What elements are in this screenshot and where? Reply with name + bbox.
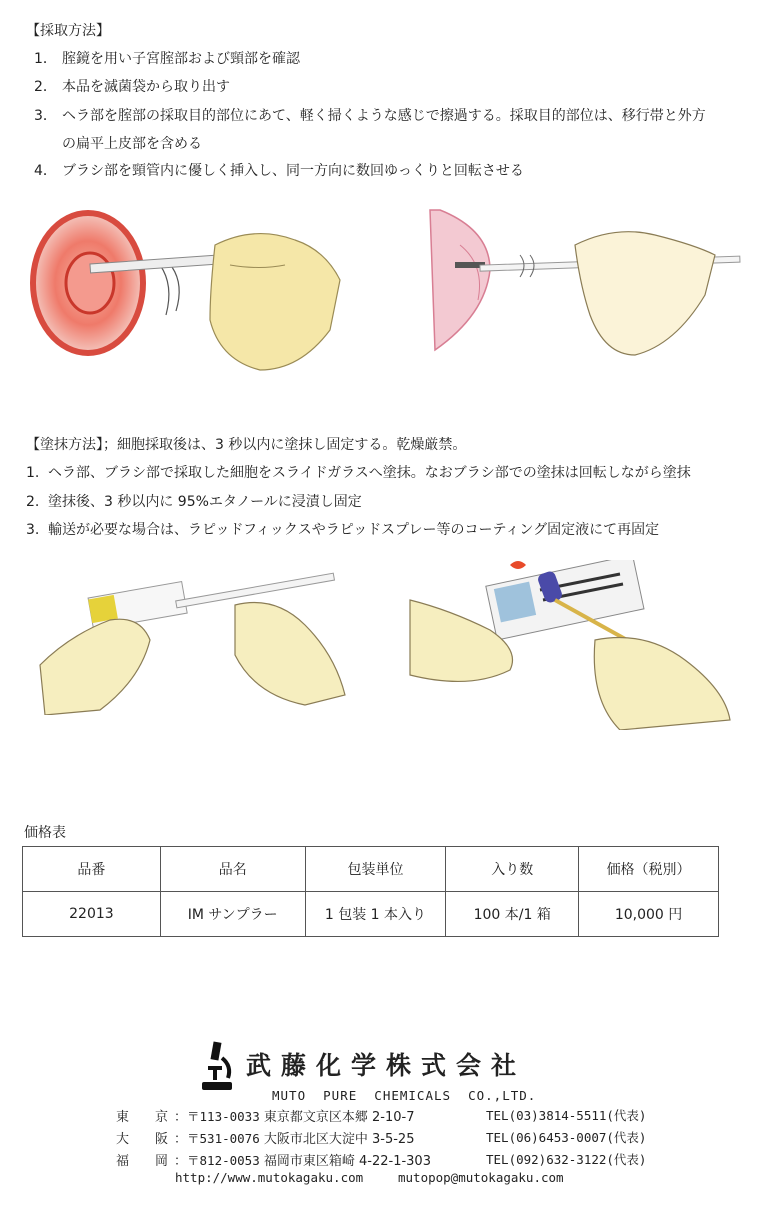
sampling-step-3-continued: の扁平上皮部を含める: [62, 136, 202, 152]
office-tokyo: 東 京 ：〒113-0033 東京都文京区本郷 2-10-7 TEL(03)3814-5511(代表): [116, 1108, 647, 1125]
header-price: 価格（税別）: [579, 847, 719, 892]
sampling-step-4: 4． ブラシ部を頸管内に優しく挿入し、同一方向に数回ゆっくりと回転させる: [34, 163, 524, 179]
price-table-label: 価格表: [24, 825, 66, 841]
price-table: [22, 846, 719, 937]
cell-product-name: IM サンプラー: [160, 892, 305, 937]
microscope-icon: [200, 1040, 236, 1092]
company-email-link[interactable]: mutopop@mutokagaku.com: [398, 1170, 564, 1185]
smear-method-title: 【塗抹方法】；細胞採取後は、3 秒以内に塗抹し固定する。乾燥厳禁。: [26, 437, 467, 453]
brush-smear-illustration: [405, 560, 745, 730]
brush-sampling-illustration: [420, 205, 750, 385]
table-header-row: [23, 847, 719, 892]
header-quantity: 入り数: [446, 847, 579, 892]
cell-price: 10,000 円: [579, 892, 719, 937]
sampling-method-title: 【採取方法】: [26, 23, 110, 39]
company-name-en: MUTO PURE CHEMICALS CO.,LTD.: [272, 1088, 537, 1103]
header-product-number: 品番: [23, 847, 161, 892]
company-website-link[interactable]: http://www.mutokagaku.com: [175, 1170, 364, 1185]
smear-step-3: 3. 輸送が必要な場合は、ラピッドフィックスやラピッドスプレー等のコーティング固定液にて再固定: [26, 522, 660, 538]
smear-step-1: 1. ヘラ部、ブラシ部で採取した細胞をスライドガラスへ塗抹。なおブラシ部での塗抹は回転しながら塗抹: [26, 465, 691, 481]
cell-quantity: 100 本/1 箱: [446, 892, 579, 937]
cell-product-number: 22013: [23, 892, 161, 937]
sampling-step-3: 3． ヘラ部を腟部の採取目的部位にあて、軽く掃くような感じで擦過する。採取目的部位は、移行帯と外方: [34, 108, 706, 124]
company-name-ja: 武藤化学株式会社: [246, 1051, 527, 1080]
sampling-step-2: 2． 本品を滅菌袋から取り出す: [34, 79, 230, 95]
office-fukuoka: 福 岡 ：〒812-0053 福岡市東区箱崎 4-22-1-303 TEL(092)632-3122(代表): [116, 1152, 647, 1169]
spatula-smear-illustration: [35, 565, 355, 715]
table-row: [23, 892, 719, 937]
office-osaka: 大 阪 ：〒531-0076 大阪市北区大淀中 3-5-25 TEL(06)6453-0007(代表): [116, 1130, 647, 1147]
header-package-unit: 包装単位: [305, 847, 446, 892]
spatula-sampling-illustration: [30, 205, 370, 385]
header-product-name: 品名: [160, 847, 305, 892]
sampling-step-1: 1． 腟鏡を用い子宮腟部および頸部を確認: [34, 51, 300, 67]
cell-package-unit: 1 包装 1 本入り: [305, 892, 446, 937]
smear-step-2: 2. 塗抹後、3 秒以内に 95%エタノールに浸漬し固定: [26, 494, 362, 510]
